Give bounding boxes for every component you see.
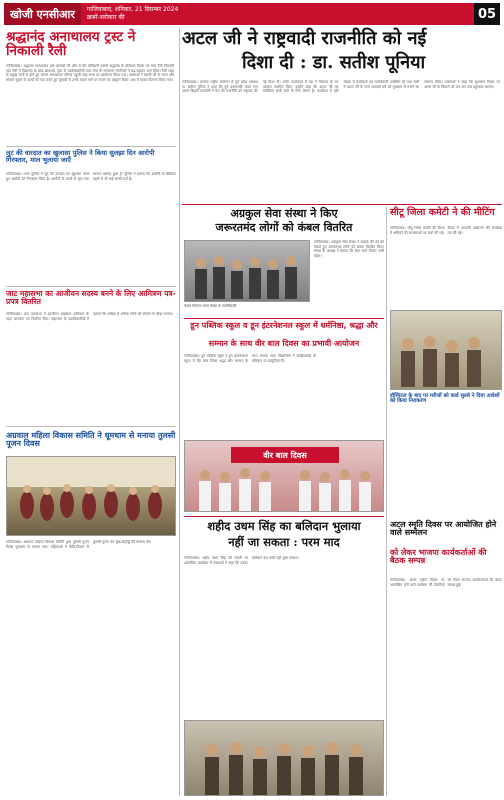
story-udham-headline-1: शहीद उधम सिंह का बलिदान भुलाया bbox=[207, 519, 361, 533]
story-blanket-body: गाजियाबाद। अग्रकुल सेवा संस्था ने कड़ाके की ठंड को देखते हुए जरूरतमंद लोगों को कंबल वितरित किए। संस्था के अध्यक्ष ने बताया कि सेवा कार्य निरंतर जारी रहेगा। bbox=[314, 240, 384, 258]
story-atal-headline-2: दिशा दी : डा. सतीश पूनिया bbox=[242, 52, 426, 73]
masthead bbox=[4, 3, 500, 25]
story-blanket-headline-2: जरूरतमंद लोगों को कंबल वितरित bbox=[215, 221, 353, 234]
story-atal-body: गाजियाबाद। भाजपा राष्ट्रीय सम्मेलन में पूर्व प्रदेश अध्यक्ष डा. सतीश पूनिया ने कहा कि पूर्व प्रधानमंत्री भारत रत्न अटल बिहारी वाजपेयी ने देश की राजनीति को राष्ट्रवाद की नई दिशा दी। उनके कार्यकाल में देश ने विकास के नए आयाम स्थापित किए। उन्होंने कहा कि अटल जी का व्यक्तित्व सभी दलों के लिए प्रेरणा है। कार्यक्रम में बड़ी संख्या में कार्यकर्ता एवं पदाधिकारी उपस्थित रहे तथा सभी ने अटल जी के जन्म शताब्दी वर्ष को धूमधाम से मनाने का संकल्प लिया। वक्ताओं ने कहा कि सुशासन दिवस पर अटल जी के विचारों को जन-जन तक पहुंचाया जाएगा। bbox=[182, 80, 500, 94]
date-line: गाजियाबाद, शनिवार, 21 दिसम्बर 2024 bbox=[86, 6, 179, 13]
newspaper-name: खोजी एनसीआर bbox=[4, 3, 81, 25]
story-doon-headline-1: डून पब्लिक स्कूल व डून इंटरनेशनल स्कूल में धर्मनिष्ठा, श्रद्धा और bbox=[190, 321, 378, 330]
column-divider bbox=[386, 206, 387, 796]
photo-gathering-silhouettes bbox=[185, 721, 384, 796]
photo-banner: वीर बाल दिवस bbox=[231, 447, 339, 463]
page-number: 05 bbox=[474, 3, 500, 25]
story-agrawal-body: गाजियाबाद। अग्रवाल महिला विकास समिति द्वारा तुलसी पूजन दिवस धूमधाम से मनाया गया। महिलाओं ने विधि-विधान से तुलसी पूजन कर सुख-समृद्धि की कामना की। bbox=[6, 540, 152, 549]
story-udham-headline-2: नहीं जा सकता : परम माद bbox=[228, 535, 340, 549]
story-atal-smriti-body: गाजियाबाद। अटल स्मृति दिवस पर आयोजित होने वाले सम्मेलन की तैयारियों को लेकर भाजपा कार्यकर्ताओं की बैठक सम्पन्न हुई। bbox=[390, 578, 502, 587]
photo-veer-bal-diwas bbox=[184, 440, 384, 512]
divider bbox=[184, 318, 384, 319]
story-jat-body: गाजियाबाद। जाट महासभा ने आजीवन सदस्यता अभियान के तहत आमंत्रण पत्र वितरित किए। महासभा के पदाधिकारियों ने बताया कि अधिक से अधिक लोगों को संगठन से जोड़ा जाएगा। bbox=[6, 312, 174, 321]
column-divider bbox=[179, 28, 180, 796]
divider bbox=[6, 286, 176, 287]
story-anathalaya-body: गाजियाबाद। श्रद्धानंद अनाथालय ट्रस्ट बालकों की ओर से वीर बलिदानी स्वामी श्रद्धानंद के बलिदान दिवस पर भव्य रैली निकाली गई। रैली में विद्यालय के छात्र-छात्राओं, ट्रस्ट के पदाधिकारियों तथा नगर के गणमान्य नागरिकों ने बढ़-चढ़कर भाग लिया। रैली शहर के प्रमुख मार्गों से होते हुए वापस अनाथालय परिसर पहुंची जहां सभा का आयोजन किया गया। वक्ताओं ने स्वामी जी के त्याग और समाज सुधार के कार्यों को याद करते हुए युवाओं से उनके बताए मार्ग पर चलने का आह्वान किया। अंत में प्रसाद वितरण किया गया। bbox=[6, 64, 174, 82]
story-loot-body: गाजियाबाद। थाना पुलिस ने लूट की वारदात का खुलासा करते हुए आरोपी को गिरफ्तार किया है। आरोपी के कब्जे से लूटा गया सामान बरामद हुआ है। पुलिस ने बताया कि आरोपी के खिलाफ पहले से भी कई मामले दर्ज हैं। bbox=[6, 172, 176, 181]
divider bbox=[6, 146, 176, 147]
photo-students-silhouettes bbox=[185, 441, 384, 512]
story-anathalaya-headline: श्रद्धानंद अनाथालय ट्रस्ट ने निकाली रैली bbox=[6, 29, 136, 60]
story-agrawal-headline: अग्रवाल महिला विकास समिति ने धूमधाम से मनाया तुलसी पूजन दिवस bbox=[6, 431, 176, 449]
story-jat-headline: जाट महासभा का आजीवन सदस्य बनने के लिए आमित्रण पत्र-प्रपत्र वितरित bbox=[6, 289, 176, 306]
divider bbox=[182, 204, 502, 205]
story-atal-smriti-headline-1: अटल स्मृति दिवस पर आयोजित होने वाले सम्मेलन bbox=[390, 519, 497, 538]
story-blanket-headline-1: अग्रकुल सेवा संस्था ने किए bbox=[230, 207, 338, 220]
story-hospital-headline: हॉस्पिटल के बाद पर मरीजों को कार्ड सुल्ले ने दिया आदेशों को किया निराकरण bbox=[390, 393, 500, 405]
photo-tulsi-pujan bbox=[6, 456, 176, 536]
photo-meeting-silhouettes bbox=[391, 311, 502, 390]
photo-blanket-distribution bbox=[184, 240, 310, 302]
photo-citu-meeting bbox=[390, 310, 502, 390]
story-atal-smriti-headline-2: को लेकर भाजपा कार्यकर्ताओं की बैठक सम्पन्न bbox=[390, 547, 487, 566]
photo-group-silhouettes bbox=[7, 457, 176, 536]
story-citu-headline: सीटू जिला कमेटी ने की मीटिंग bbox=[390, 207, 495, 218]
story-udham-body: गाजियाबाद। शहीद उधम सिंह की जयंती पर आयोजित कार्यक्रम में वक्ताओं ने कहा कि उनका बलिदान देश कभी नहीं भुला सकता। bbox=[184, 556, 299, 565]
sub-line: ख़बरें-सरोकार की bbox=[86, 14, 125, 21]
story-loot-headline: लूट की वारदात का खुलासा पुलिस ने किया सुलझा दिन आरोपी गिरफ्तार, माल भुलाया जाएँ bbox=[6, 149, 155, 164]
divider bbox=[184, 516, 384, 517]
masthead-dateline bbox=[81, 6, 474, 22]
photo-crowd-silhouettes bbox=[185, 241, 310, 302]
story-atal-headline-1: अटल जी ने राष्ट्रवादी राजनीति को नई bbox=[182, 28, 427, 49]
story-doon-headline-2: सम्मान के साथ वीर बाल दिवस का प्रभावी आयोजन bbox=[208, 339, 360, 348]
photo-blanket-caption: कंबल वितरण करते संस्था के पदाधिकारी bbox=[184, 304, 237, 308]
photo-udham-event bbox=[184, 720, 384, 796]
story-doon-body: गाजियाबाद। डून पब्लिक स्कूल व डून इंटरनेशनल स्कूल में वीर बाल दिवस श्रद्धा और सम्मान के साथ मनाया गया। विद्यार्थियों ने साहिबजादों के बलिदान पर प्रस्तुतियां दीं। bbox=[184, 354, 316, 363]
story-citu-body: गाजियाबाद। सीटू जिला कमेटी की बैठक में श्रमिकों की समस्याओं पर चर्चा की गई। बैठक में आगामी आंदोलन की रूपरेखा तय की गई। bbox=[390, 226, 502, 235]
divider bbox=[6, 426, 176, 427]
